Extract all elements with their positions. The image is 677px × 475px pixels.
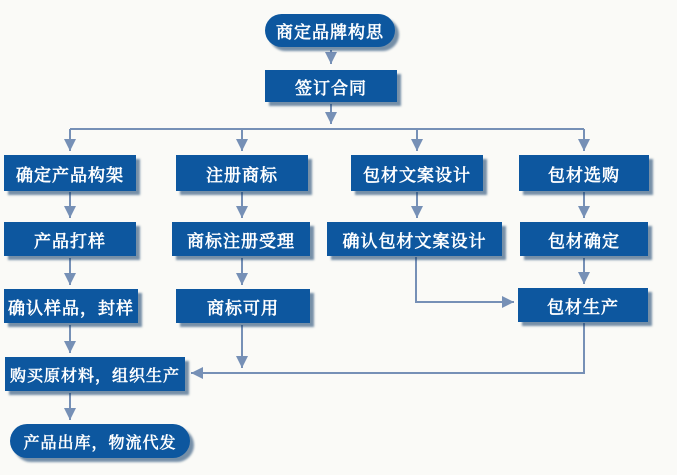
node-confirm-packaging-copy: 确认包材文案设计: [327, 222, 502, 256]
node-packaging-purchase: 包材选购: [519, 155, 649, 191]
node-packaging-production: 包材生产: [518, 288, 648, 322]
node-brand-concept: 商定品牌构思: [265, 14, 395, 47]
node-confirm-sample-seal: 确认样品，封样: [4, 289, 138, 323]
node-register-trademark: 注册商标: [176, 155, 308, 191]
connector-confirm-to-production: [416, 257, 514, 302]
node-trademark-available: 商标可用: [176, 289, 310, 323]
node-trademark-acceptance: 商标注册受理: [172, 222, 310, 256]
connector-production-to-purchase: [191, 323, 584, 373]
node-sign-contract: 签订合同: [265, 70, 397, 102]
node-packaging-confirmed: 包材确定: [520, 222, 648, 256]
node-purchase-raw-materials: 购买原材料，组织生产: [5, 357, 185, 391]
node-product-shipment: 产品出库，物流代发: [10, 424, 190, 458]
node-packaging-copy-design: 包材文案设计: [351, 155, 483, 191]
node-define-product-structure: 确定产品构架: [4, 155, 136, 191]
node-product-proofing: 产品打样: [4, 222, 136, 256]
